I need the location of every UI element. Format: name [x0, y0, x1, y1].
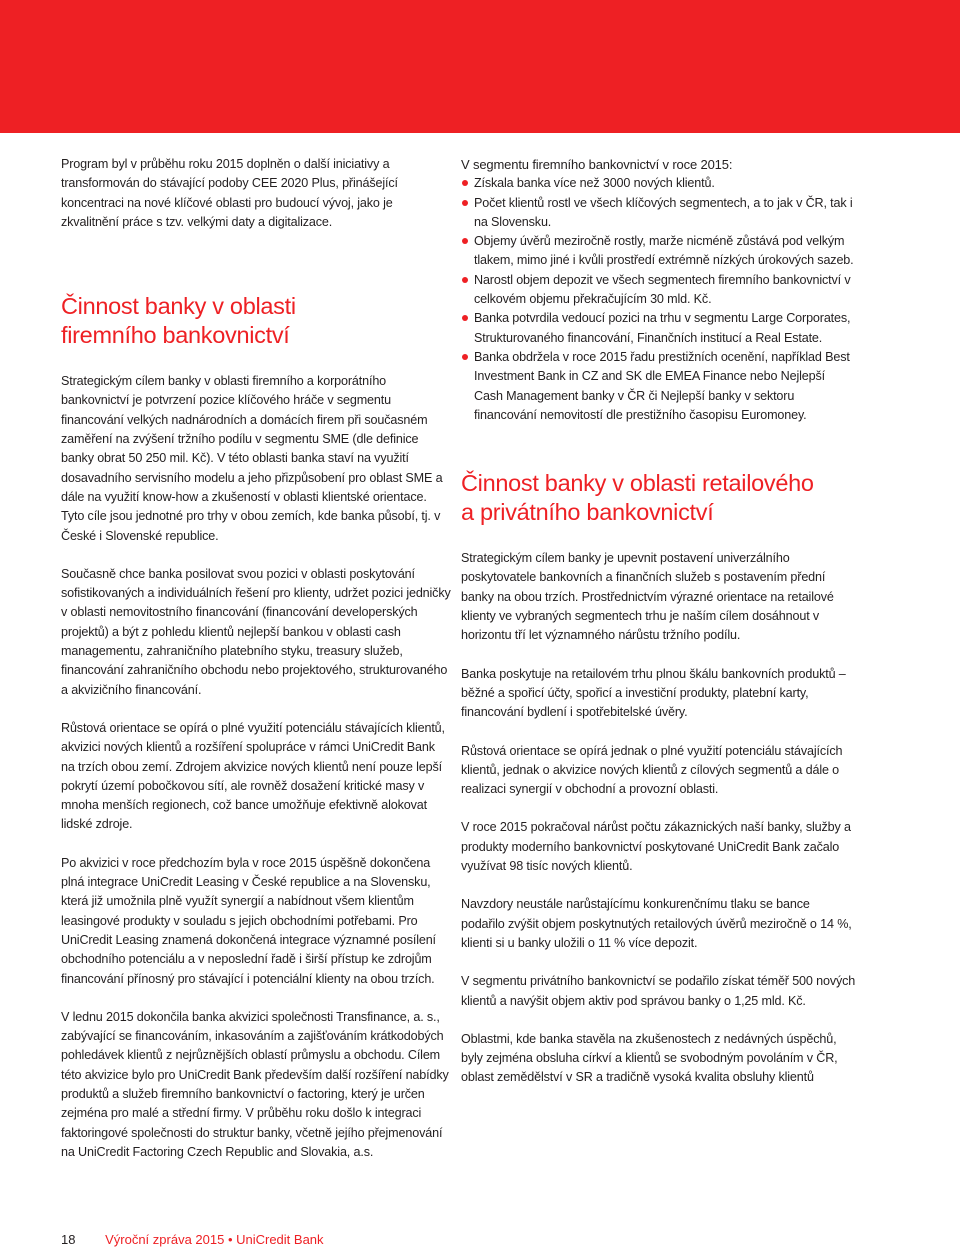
corporate-paragraph-2: Současně chce banka posilovat svou pozici v oblasti poskytování sofistikovaných a individuálních řešení pro klienty, udržet pozici jedničky v oblasti nemovitostního financování (financování developerských projektů) a být z pohledu klientů nejlepší bankou v oblasti cash managementu, zahraničního platebního styku, treasury služeb, financování zahraničního obchodu nebo projektového, strukturovaného a akvizičního financování.: [61, 566, 451, 697]
header-red-band: [0, 0, 960, 133]
list-item: Banka obdržela v roce 2015 řadu prestižních ocenění, například Best Investment Bank in CZ and SK dle EMEA Finance nebo Nejlepší Cash Management banky v ČR či Nejlepší banky v sektoru financování nemovitostí dle prestižního časopisu Euromoney.: [461, 348, 856, 425]
retail-heading-line2: a privátního bankovnictví: [461, 499, 714, 526]
left-column: [61, 155, 451, 1162]
list-item: Objemy úvěrů meziročně rostly, marže nicméně zůstává pod velkým tlakem, mimo jiné i kvůli prostředí extrémně nízkých úrokových sazeb.: [461, 232, 856, 271]
corporate-paragraph-3: Růstová orientace se opírá o plné využití potenciálu stávajících klientů, akvizici nových klientů a rozšíření spolupráce v rámci UniCredit Bank na trzích obou zemí. Zdrojem akvizice nových klientů není pouze lepší pokrytí území pobočkovou sítí, ale rovněž dosažení kritické masy v mnoha menších regionech, což bance umožňuje efektivně alokovat lidské zdroje.: [61, 720, 445, 832]
retail-paragraph-6: V segmentu privátního bankovnictví se podařilo získat téměř 500 nových klientů a navýšit objem aktiv pod správou banky o 1,25 mld. Kč.: [461, 974, 856, 1008]
segment-results-heading: V segmentu firemního bankovnictví v roce 2015:: [461, 157, 733, 172]
corporate-paragraph-1: Strategickým cílem banky v oblasti firemního a korporátního bankovnictví je potvrzení pozice klíčového hráče v segmentu financování velkých nadnárodních a domácích firem při současném zaměření na zvýšení tržního podílu v segmentu SME (dle definice banky obrat 50 250 mil. Kč). V této oblasti banka staví na využití dosavadního servisního modelu a jeho přizpůsobení pro oblast SME a dále na využití know-how a zkušeností v oblasti klientské orientace. Tyto cíle jsou jednotné pro trhy v obou zemích, kde banka působí, tj. v České i Slovenské republice.: [61, 374, 443, 543]
corporate-paragraph-4: Po akvizici v roce předchozím byla v roce 2015 úspěšně dokončena plná integrace UniCredit Leasing v České republice a na Slovensku, která již umožnila plně využít synergií a nabídnout všem klientům leasingové produkty v souladu s jejich obchodními potřebami. Pro UniCredit Leasing znamená dokončená integrace významné posílení obchodního potenciálu a v neposlední řadě i širší přístup ke zdrojům financování přínosný pro stávající i potenciální klienty na obou trzích.: [61, 855, 436, 986]
list-item: Počet klientů rostl ve všech klíčových segmentech, a to jak v ČR, tak i na Slovensku.: [461, 194, 856, 233]
retail-paragraph-1: Strategickým cílem banky je upevnit postavení univerzálního poskytovatele bankovních a finančních služeb s postavením přední banky na obou trzích. Prostřednictvím výrazné orientace na retailové klienty ve vybraných segmentech trhu je naším cílem dosáhnout v horizontu tří let významného nárůstu tržního podílu.: [461, 551, 834, 643]
retail-paragraph-2: Banka poskytuje na retailovém trhu plnou škálu bankovních produktů – běžné a spořicí účty, spořicí a investiční produkty, platební karty, financování bydlení i spotřebitelské úvěry.: [461, 666, 846, 720]
intro-paragraph: Program byl v průběhu roku 2015 doplněn o další iniciativy a transformován do stávající podoby CEE 2020 Plus, přinášející koncentraci na nové klíčové oblasti pro budoucí vývoj, jako je zkvalitnění práce s tzv. velkými daty a digitalizace.: [61, 157, 398, 229]
retail-paragraph-7: Oblastmi, kde banka stavěla na zkušenostech z nedávných úspěchů, byly zejména obsluha církví a klientů se svobodným povoláním v ČR, oblast zemědělství v SR a tradičně vysoká kvalita obsluhy klientů: [461, 1031, 838, 1085]
retail-paragraph-4: V roce 2015 pokračoval nárůst počtu zákaznických naší banky, služby a produkty moderního bankovnictví poskytované UniCredit Bank začalo využívat 98 tisíc nových klientů.: [461, 820, 851, 874]
retail-paragraph-3: Růstová orientace se opírá jednak o plné využití potenciálu stávajících klientů, jednak o akvizice nových klientů z cílových segmentů a dále o realizaci synergií v obchodní a provozní oblasti.: [461, 743, 843, 797]
list-item: Získala banka více než 3000 nových klientů.: [461, 174, 856, 193]
page-number: 18: [61, 1232, 76, 1247]
retail-paragraph-5: Navzdory neustále narůstajícímu konkurenčnímu tlaku se bance podařilo zvýšit objem poskytnutých retailových úvěrů meziročně o 14 %, klienti si u banky uložili o 11 % více depozit.: [461, 897, 852, 950]
retail-heading: [461, 469, 856, 527]
corporate-heading-line1: Činnost banky v oblasti: [61, 293, 296, 320]
corporate-heading-line2: firemního bankovnictví: [61, 322, 290, 349]
corporate-paragraph-5: V lednu 2015 dokončila banka akvizici společnosti Transfinance, a. s., zabývající se financováním, inkasováním a zajišťováním krátkodobých pohledávek klientů z nejrůznějších oblastí průmyslu a obchodu. Cílem této akvizice bylo pro UniCredit Bank především další rozšíření nabídky produktů a služeb firemního bankovnictví o factoring, který je určen zejména pro malé a střední firmy. V průběhu roku došlo k integraci faktoringové společnosti do struktur banky, včetně jejího přejmenování na UniCredit Factoring Czech Republic and Slovakia, a.s.: [61, 1009, 449, 1159]
right-column: [461, 155, 856, 1088]
retail-heading-line1: Činnost banky v oblasti retailového: [461, 470, 814, 497]
segment-results-list: [461, 174, 856, 425]
corporate-heading: [61, 292, 451, 350]
list-item: Narostl objem depozit ve všech segmentech firemního bankovnictví v celkovém objemu překračujícím 30 mld. Kč.: [461, 271, 856, 310]
list-item: Banka potvrdila vedoucí pozici na trhu v segmentu Large Corporates, Strukturovaného financování, Finančních institucí a Real Estate.: [461, 309, 856, 348]
report-title: Výroční zpráva 2015 • UniCredit Bank: [105, 1232, 324, 1247]
page-footer: [61, 1232, 324, 1248]
